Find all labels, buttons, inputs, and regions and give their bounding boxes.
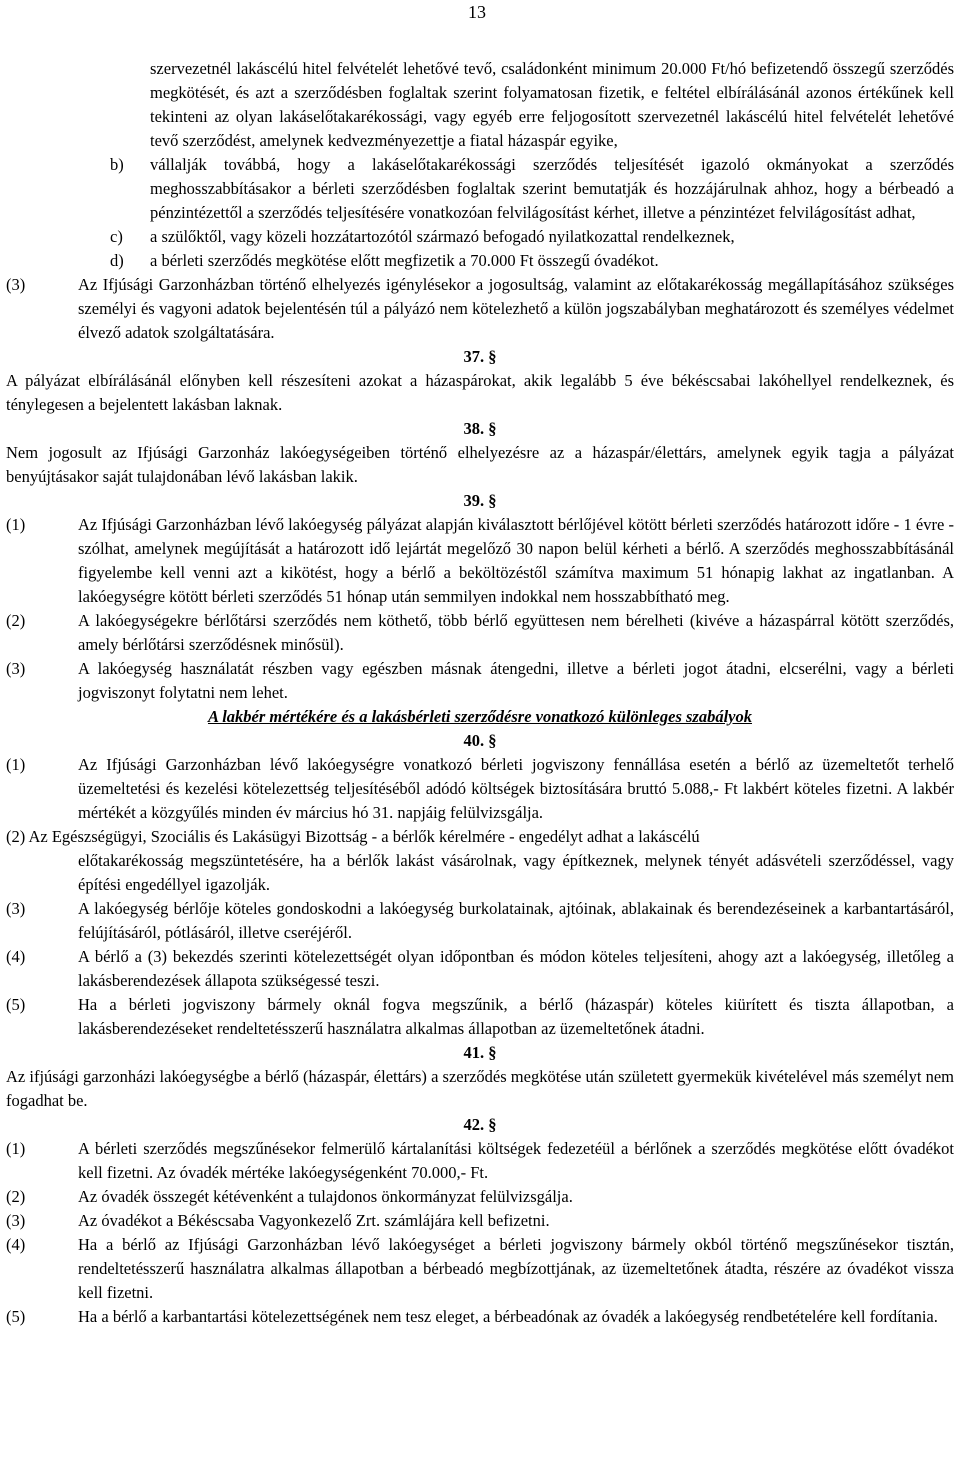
list-item-d: [6, 249, 954, 273]
page-number: 13: [468, 2, 486, 22]
section-title-41: 41. §: [463, 1043, 497, 1062]
paragraph-text: Az Ifjúsági Garzonházban történő elhelyezés igénylésekor a jogosultság, valamint az előtakarékosság megállapításához szükséges személyi és vagyoni adatok bejelentésén túl a pályázó nem kötelezhető a külön jogszabályban meghatározott és személyes védelmet élvező adatok szolgáltatására.: [78, 275, 954, 342]
section-40-paragraph-4: [6, 945, 954, 993]
item-text: vállalják továbbá, hogy a lakáselőtakarékossági szerződés teljesítését igazoló okmányokat a szerződés meghosszabbításakor a bérleti szerződésben foglaltak szerint bemutatják és hozzájárulnak ahhoz, hogy a bérbeadó a pénzintézettől a szerződés teljesítésére vonatkozóan felvilágosítást kérhet, illetve a pénzintézet felvilágosítást adhat,: [150, 155, 954, 222]
paragraph-text: Az Ifjúsági Garzonházban lévő lakóegységre vonatkozó bérleti jogviszony fennállása esetén a bérlő az üzemeltetőt terhelő üzemeltetési és kezelési kötelezettség teljesítéséből adódó költségek biztosítására bruttó 5.088,- Ft lakbért köteles fizetni. A lakbér mértékét a közgyűlés minden év március hó 31. napjáig felülvizsgálja.: [78, 755, 954, 822]
paragraph-label: (2): [6, 827, 26, 846]
section-39-paragraph-3: [6, 657, 954, 705]
paragraph-label: (1): [6, 755, 26, 774]
paragraph-label: (1): [6, 515, 26, 534]
section-37-text: A pályázat elbírálásánál előnyben kell részesíteni azokat a házaspárokat, akik legalább 5 éve békéscsabai lakóhellyel rendelkeznek, és ténylegesen a bejelentett lakásban laknak.: [6, 371, 954, 414]
section-title-39: 39. §: [463, 491, 497, 510]
paragraph-text-first: Az Egészségügyi, Szociális és Lakásügyi Bizottság - a bérlők kérelmére - engedélyt adhat a lakáscélú: [28, 827, 700, 846]
paragraph-text: A lakóegység bérlője köteles gondoskodni a lakóegység burkolatainak, ajtóinak, ablakainak és berendezéseinek a karbantartásáról, felújításáról, pótlásáról, illetve cseréjéről.: [78, 899, 954, 942]
item-text: a szülőktől, vagy közeli hozzátartozótól származó befogadó nyilatkozattal rendelkeznek,: [150, 227, 735, 246]
paragraph-label: (3): [6, 1211, 26, 1230]
item-label: c): [110, 227, 123, 246]
item-label: b): [110, 155, 124, 174]
section-42-paragraph-2: [6, 1185, 954, 1209]
paragraph-label: (2): [6, 1187, 26, 1206]
list-item-c: [6, 225, 954, 249]
section-42-paragraph-4: [6, 1233, 954, 1305]
item-a-continuation: szervezetnél lakáscélú hitel felvételét lehetővé tevő, családonként minimum 20.000 Ft/hó befizetendő összegű szerződés megkötését, és azt a szerződésben foglaltak szerint folyamatosan fizetik, e feltétel elbírálásánál azonos értékűnek kell tekinteni az olyan lakáselőtakarékossági, vagy egyéb erre feljogosított szervezetnél lakáscélú hitel felvételét lehetővé tevő szerződést, amelynek kedvezményezettje a fiatal házaspár egyike,: [150, 59, 954, 150]
paragraph-label: (3): [6, 899, 26, 918]
list-item-b: [6, 153, 954, 225]
paragraph-text: A lakóegységekre bérlőtársi szerződés nem köthető, több bérlő együttesen nem bérelheti (kivéve a házaspárral kötött szerződés, amely bérlőtársi szerződésnek minősül).: [78, 611, 954, 654]
paragraph-label: (4): [6, 947, 26, 966]
section-42-paragraph-3: [6, 1209, 954, 1233]
paragraph-3: [6, 273, 954, 345]
paragraph-text: Az óvadék összegét kétévenként a tulajdonos önkormányzat felülvizsgálja.: [78, 1187, 573, 1206]
section-title-37: 37. §: [463, 347, 497, 366]
paragraph-text: A lakóegység használatát részben vagy egészben másnak átengedni, illetve a bérleti jogot átadni, elcserélni, vagy a bérleti jogviszonyt folytatni nem lehet.: [78, 659, 954, 702]
paragraph-text: A bérlő a (3) bekezdés szerinti kötelezettségét olyan időpontban és módon köteles teljesíteni, ahogy azt a lakóegység, illetőleg a lakásberendezések állapota szükségessé teszi.: [78, 947, 954, 990]
paragraph-text: Az Ifjúsági Garzonházban lévő lakóegység pályázat alapján kiválasztott bérlőjével kötött bérleti szerződés határozott időre - 1 évre - szólhat, amelynek megújítását a határozott idő lejártát megelőző 30 napon belül kérheti a bérlő. A szerződés meghosszabbításánál figyelembe kell venni azt a kikötést, hogy a bérlő a beköltözéstől számítva maximum 51 hónapig lakhat az ingatlanban. A lakóegységre kötött bérleti szerződés 51 hónap után semmilyen indokkal nem hosszabbítható meg.: [78, 515, 954, 606]
paragraph-text: Ha a bérlő az Ifjúsági Garzonházban lévő lakóegységet a bérleti jogviszony bármely okból történő megszűnésekor tisztán, rendeltetésszerű használatra alkalmas állapotban a bérbeadó megbízottjának, az üzemeltetőnek átadta, részére az óvadékot vissza kell fizetni.: [78, 1235, 954, 1302]
paragraph-text: Ha a bérleti jogviszony bármely oknál fogva megszűnik, a bérlő (házaspár) köteles kiürített és tiszta állapotban, a lakásberendezéseket rendeltetésszerű használatra alkalmas állapotban az üzemeltetőnek átadni.: [78, 995, 954, 1038]
paragraph-text: A bérleti szerződés megszűnésekor felmerülő kártalanítási költségek fedezetéül a bérlőnek a szerződés megkötése előtt óvadékot kell fizetni. Az óvadék mértéke lakóegységenként 70.000,- Ft.: [78, 1139, 954, 1182]
chapter-heading: A lakbér mértékére és a lakásbérleti szerződésre vonatkozó különleges szabályok: [207, 707, 753, 726]
paragraph-label: (4): [6, 1235, 26, 1254]
paragraph-text: Ha a bérlő a karbantartási kötelezettségének nem tesz eleget, a bérbeadónak az óvadék a lakóegység rendbetételére kell fordítania.: [78, 1307, 938, 1326]
section-title-38: 38. §: [463, 419, 497, 438]
paragraph-text: Az óvadékot a Békéscsaba Vagyonkezelő Zrt. számlájára kell befizetni.: [78, 1211, 550, 1230]
item-label: d): [110, 251, 124, 270]
section-40-paragraph-2-first-line: [6, 825, 954, 849]
section-41-text: Az ifjúsági garzonházi lakóegységbe a bérlő (házaspár, élettárs) a szerződés megkötése után született gyermekük kivételével más személyt nem fogadhat be.: [6, 1067, 954, 1110]
paragraph-label: (3): [6, 275, 26, 294]
paragraph-label: (5): [6, 1307, 26, 1326]
section-39-paragraph-2: [6, 609, 954, 657]
section-40-paragraph-5: [6, 993, 954, 1041]
section-39-paragraph-1: [6, 513, 954, 609]
section-title-42: 42. §: [463, 1115, 497, 1134]
section-40-paragraph-3: [6, 897, 954, 945]
section-title-40: 40. §: [463, 731, 497, 750]
item-text: a bérleti szerződés megkötése előtt megfizetik a 70.000 Ft összegű óvadékot.: [150, 251, 659, 270]
section-40-paragraph-1: [6, 753, 954, 825]
paragraph-label: (3): [6, 659, 26, 678]
section-42-paragraph-5: [6, 1305, 954, 1329]
section-40-paragraph-2-rest: előtakarékosság megszüntetésére, ha a bérlők lakást vásárolnak, vagy építkeznek, melynek tényét adásvételi szerződéssel, vagy építési engedéllyel igazolják.: [78, 851, 954, 894]
paragraph-label: (5): [6, 995, 26, 1014]
section-38-text: Nem jogosult az Ifjúsági Garzonház lakóegységeiben történő elhelyezésre az a házaspár/élettárs, amelynek egyik tagja a pályázat benyújtásakor saját tulajdonában lévő lakásban lakik.: [6, 443, 954, 486]
document-body: [6, 57, 954, 1329]
section-42-paragraph-1: [6, 1137, 954, 1185]
paragraph-label: (2): [6, 611, 26, 630]
paragraph-label: (1): [6, 1139, 26, 1158]
